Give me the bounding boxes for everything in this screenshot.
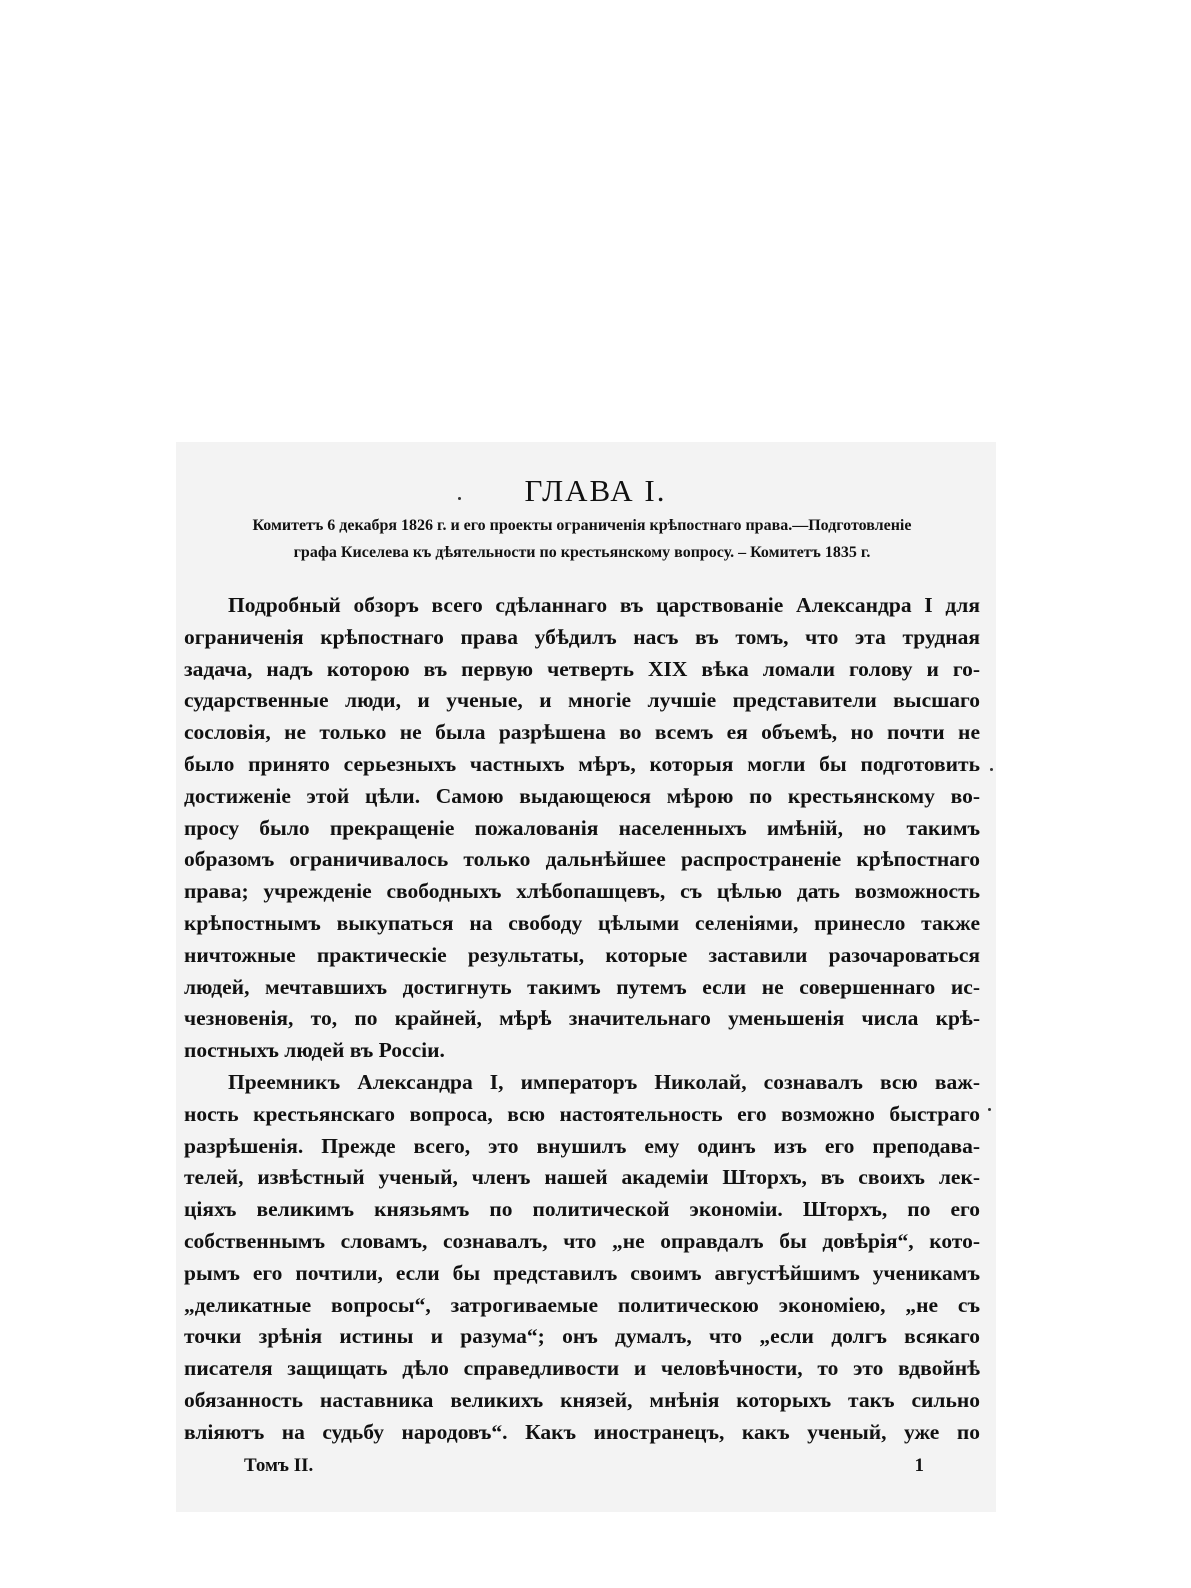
body-line: достиженіе этой цѣли. Самою выдающеюся мѣрою по крестьянскому во-	[184, 783, 980, 808]
chapter-title: ГЛАВА I.	[524, 472, 667, 508]
body-line: разрѣшенія. Прежде всего, это внушилъ ему одинъ изъ его преподава-	[184, 1133, 980, 1158]
body-line: точки зрѣнія истины и разума“; онъ думалъ, что „если долгъ всякаго	[184, 1324, 980, 1349]
summary-line: Комитетъ 6 декабря 1826 г. и его проекты ограничeнія крѣпостнаго права.—Подготовленіе	[252, 517, 912, 534]
body-text	[184, 590, 980, 1449]
body-line: права; учрежденіе свободныхъ хлѣбопашцевъ, съ цѣлью дать возможность	[184, 879, 980, 904]
chapter-summary	[184, 512, 980, 566]
body-line: ничтожные практическіе результаты, которые заставили разочароваться	[184, 942, 980, 967]
body-line: постныхъ людей въ Россіи.	[184, 1038, 445, 1063]
body-line: задача, надъ которою въ первую четверть XIX вѣка ломали голову и го-	[184, 656, 980, 681]
body-line: писателя защищать дѣло справедливости и человѣчности, то это вдвойнѣ	[184, 1356, 980, 1381]
body-line: сударственные люди, и ученые, и многіе лучшіе представители высшаго	[184, 688, 980, 713]
body-line: рымъ его почтили, если бы представилъ своимъ августѣйшимъ ученикамъ	[184, 1260, 980, 1285]
body-line: собственнымъ словамъ, сознавалъ, что „не оправдалъ бы довѣрія“, кото-	[184, 1228, 980, 1253]
body-line: было принято серьезныхъ частныхъ мѣръ, которыя могли бы подготовить	[184, 751, 980, 776]
body-line: чезновенія, то, по крайней, мѣрѣ значительнаго уменьшенія числа крѣ-	[184, 1006, 980, 1031]
body-line: людей, мечтавшихъ достигнуть такимъ путемъ если не совершеннаго ис-	[184, 974, 980, 999]
scan-speck	[988, 1108, 991, 1111]
body-line: просу было прекращеніе пожалованія населенныхъ имѣній, но такимъ	[184, 815, 980, 840]
body-line: Преемникъ Александра I, императоръ Николай, сознавалъ всю важ-	[228, 1069, 980, 1094]
scan-speck	[990, 768, 993, 771]
body-line: ціяхъ великимъ князьямъ по политической экономіи. Шторхъ, по его	[184, 1197, 980, 1222]
body-line: телей, извѣстный ученый, членъ нашей академіи Шторхъ, въ своихъ лек-	[184, 1165, 980, 1190]
body-line: крѣпостнымъ выкупаться на свободу цѣлыми селеніями, принесло также	[184, 910, 980, 935]
body-line: обязанность наставника великихъ князей, мнѣнія которыхъ такъ сильно	[184, 1387, 980, 1412]
body-line: ограниченія крѣпостнаго права убѣдилъ насъ въ томъ, что эта трудная	[184, 624, 980, 649]
summary-line: графа Киселева къ дѣятельности по крестьянскому вопросу. – Комитетъ 1835 г.	[293, 544, 871, 561]
body-line: вліяютъ на судьбу народовъ“. Какъ иностранецъ, какъ ученый, уже по	[184, 1419, 980, 1444]
volume-label: Томъ II.	[244, 1455, 314, 1476]
body-line: образомъ ограничивалось только дальнѣйшее распространеніе крѣпостнаго	[184, 847, 980, 872]
body-line: сословія, не только не была разрѣшена во всемъ ея объемѣ, но почти не	[184, 720, 980, 745]
body-line: ность крестьянскаго вопроса, всю настоятельность его возможно быстраго	[184, 1101, 980, 1126]
body-line: „деликатные вопросы“, затрогиваемые политическою экономіею, „не съ	[184, 1292, 980, 1317]
page-number: 1	[914, 1455, 924, 1476]
body-line: Подробный обзоръ всего сдѣланнаго въ царствованіе Александра I для	[228, 593, 980, 617]
scan-speck	[458, 497, 461, 500]
